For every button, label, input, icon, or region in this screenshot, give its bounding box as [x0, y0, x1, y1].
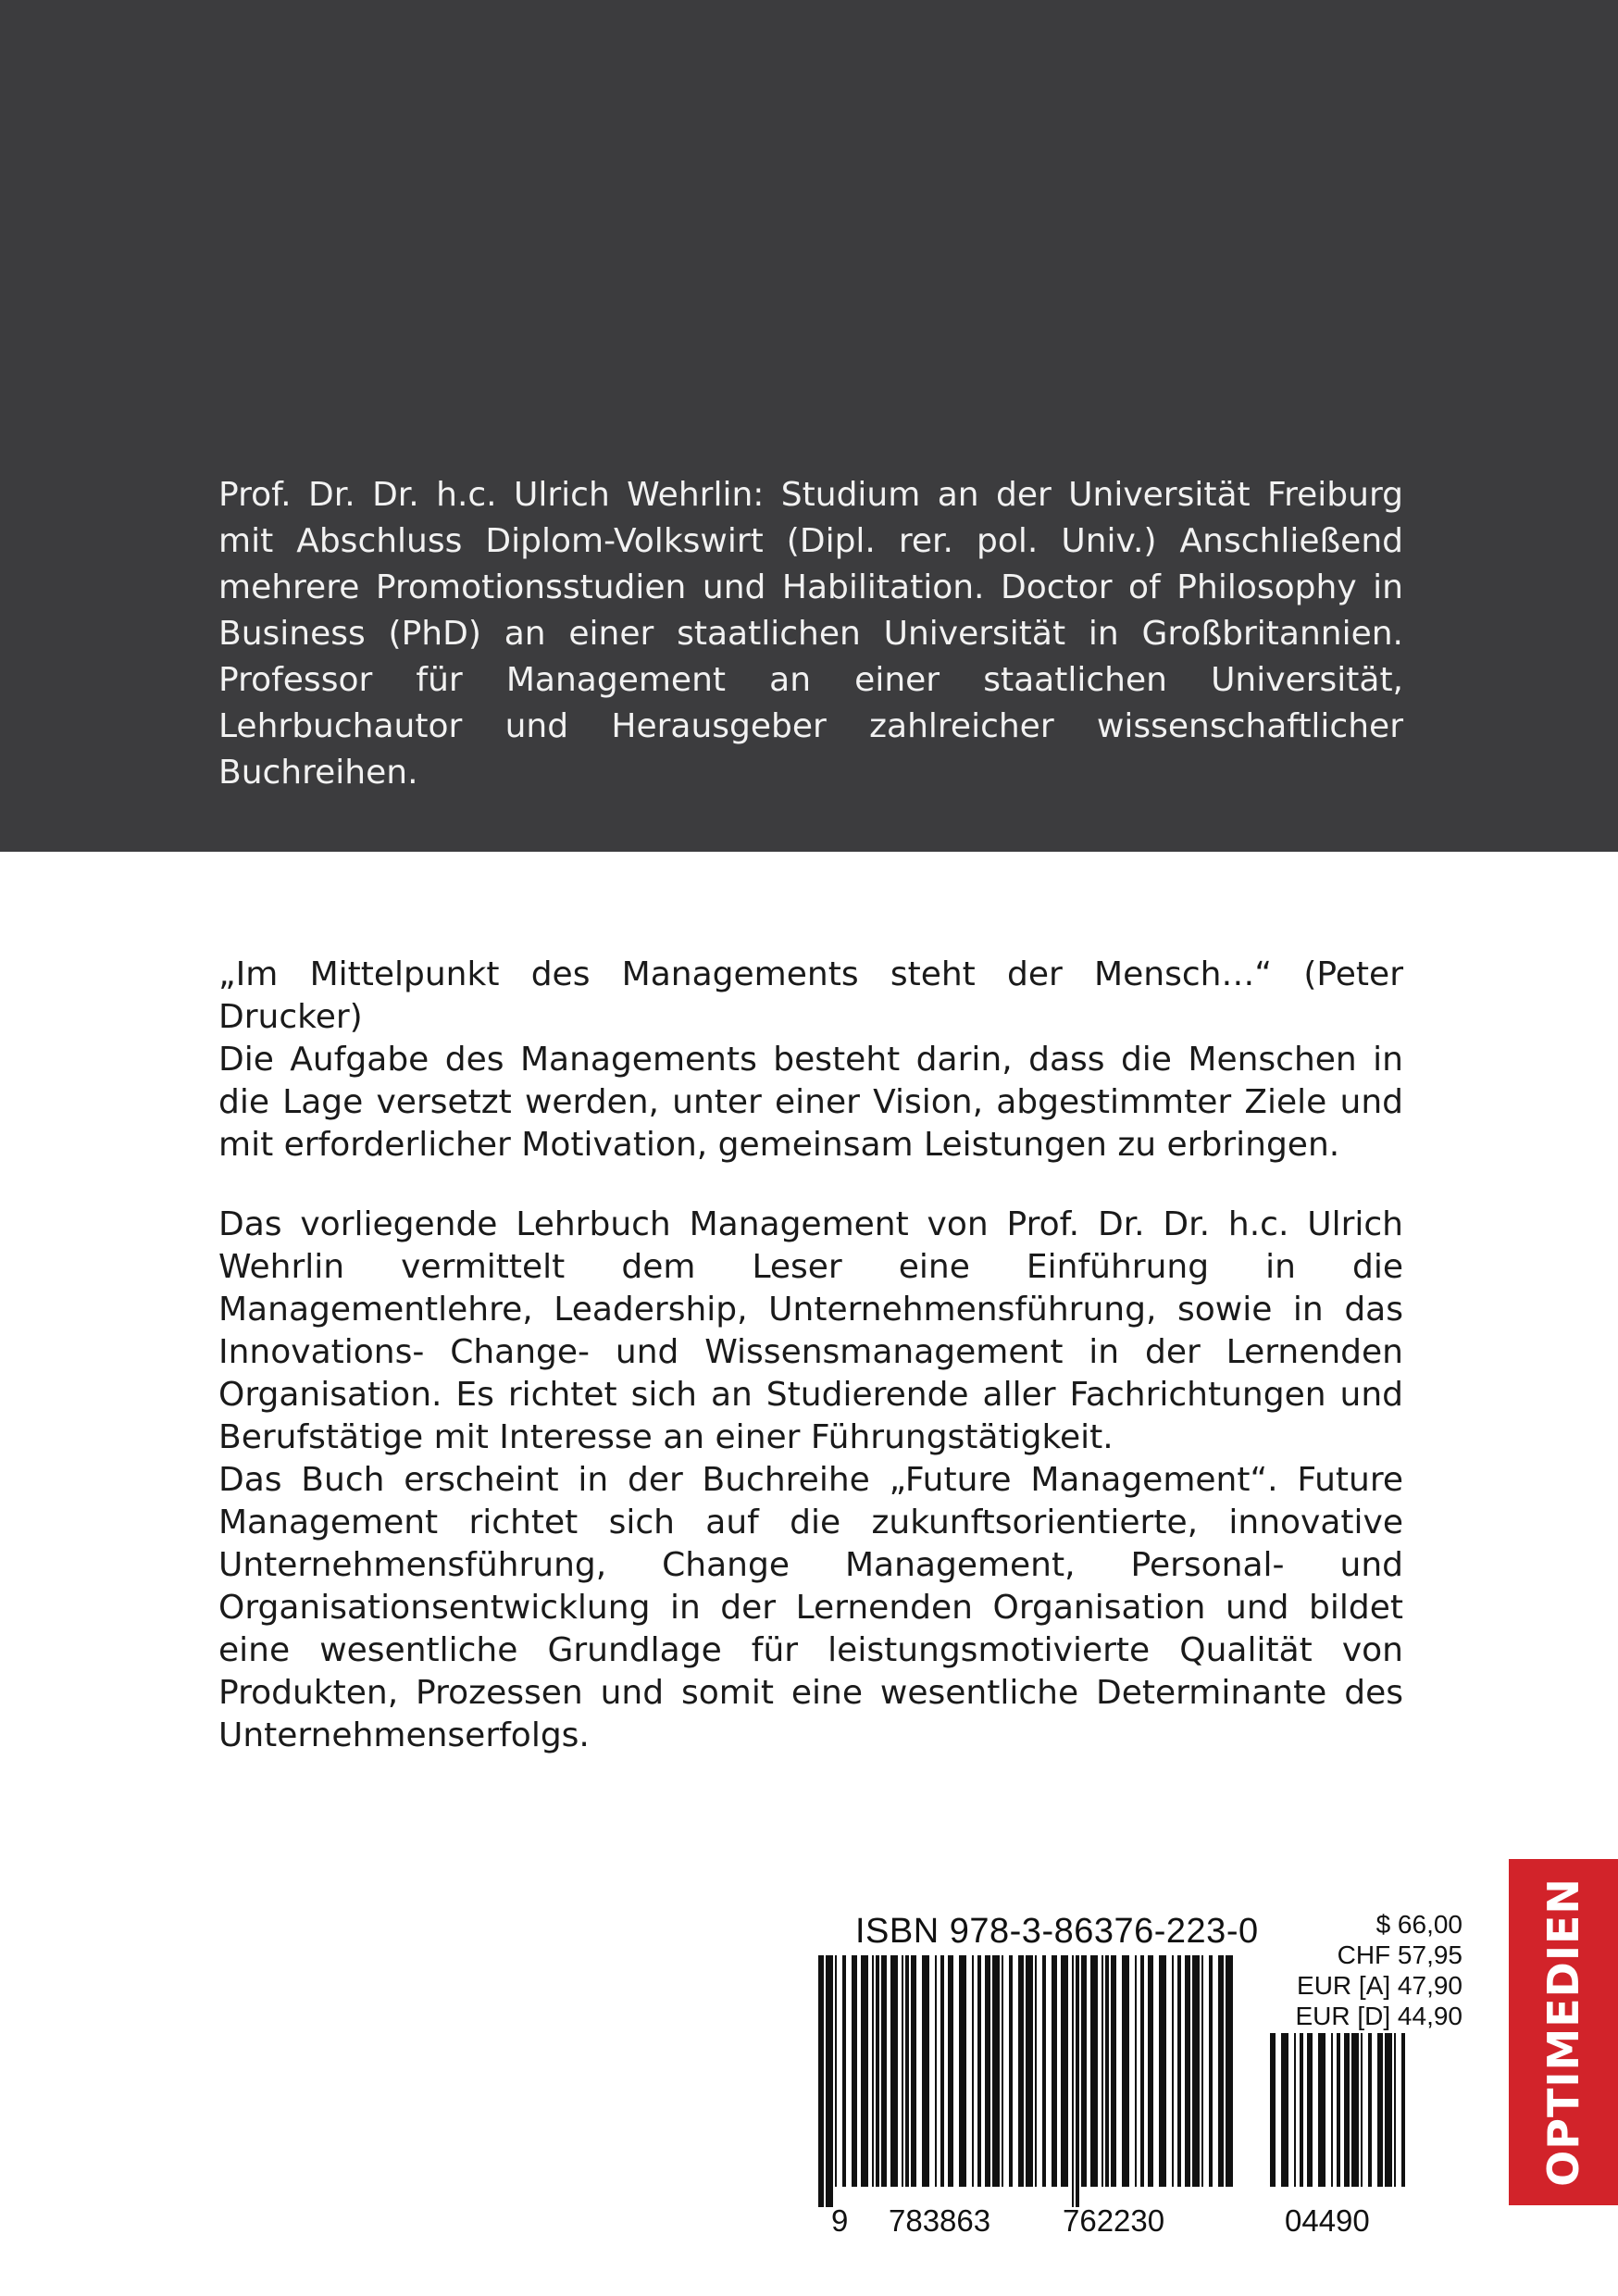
barcode-bar	[1122, 1955, 1129, 2187]
barcode-bar	[992, 1955, 1000, 2187]
barcode-bar	[1401, 2033, 1405, 2187]
barcode-bar	[1042, 1955, 1046, 2187]
barcode-bar	[1135, 1955, 1137, 2187]
barcode-bar	[1294, 2033, 1296, 2187]
barcode-bar	[1185, 1955, 1190, 2187]
barcode-bar	[881, 1955, 887, 2187]
barcode-bar	[905, 1955, 909, 2187]
blurb-paragraph-1: Die Aufgabe des Managements besteht darin, dass die Menschen in die Lage versetzt werden, unter einer Vision, abgestimmter Ziele und mit erforderlicher Motivation, gemeinsam Leistungen zu erbringen.	[218, 1041, 1403, 1164]
barcode-bar	[1368, 2033, 1372, 2187]
barcode-bar	[1090, 1955, 1098, 2187]
barcode-bar	[1218, 1955, 1224, 2187]
barcode-bar	[1385, 2033, 1392, 2187]
barcode-bar	[1300, 2033, 1303, 2187]
barcode-bar	[1226, 1955, 1233, 2187]
barcode-bar	[835, 1955, 837, 2187]
barcode-bar	[1337, 2033, 1340, 2187]
barcode-bar	[1361, 2033, 1363, 2187]
barcode-bar	[1148, 1955, 1153, 2187]
barcode-bar	[902, 1955, 903, 2187]
barcode-bar	[1052, 1955, 1057, 2187]
blurb-paragraph-2: Das vorliegende Lehrbuch Management von Prof. Dr. Dr. h.c. Ulrich Wehrlin vermittelt dem Leser eine Einführung in die Managementlehre, Leadership, Unternehmensführung, sowie in das Innovations- Change- und Wissensmanagement in der Lernenden Organisation. Es richtet sich an Studierende aller Fachrichtungen und Berufstätige mit Interesse an einer Führungstätigkeit.	[218, 1205, 1403, 1456]
price-list	[1295, 1909, 1462, 2031]
barcode-bar	[861, 1955, 868, 2187]
barcode-bar	[1172, 1955, 1174, 2187]
barcode-digits-right: 762230	[1063, 2203, 1165, 2238]
blurb-quote: „Im Mittelpunkt des Managements steht der Mensch…“ (Peter Drucker)	[218, 955, 1403, 1036]
barcode-bar	[940, 1955, 944, 2187]
barcode-bar	[977, 1955, 981, 2187]
back-cover-blurb	[218, 954, 1403, 1757]
barcode-bar	[842, 1955, 846, 2187]
barcode-bar	[818, 1955, 824, 2207]
barcode-bar	[935, 1955, 937, 2187]
barcode-bar	[890, 1955, 898, 2187]
barcode-bar	[826, 1955, 833, 2207]
barcode-bar	[1101, 1955, 1103, 2187]
addon-digits: 04490	[1285, 2203, 1370, 2238]
barcode-bar	[1018, 1955, 1024, 2187]
barcode-bar	[1281, 2033, 1288, 2187]
barcode-bar	[1159, 1955, 1166, 2187]
barcode-bar	[1026, 1955, 1033, 2187]
author-bio-band	[0, 0, 1618, 852]
barcode-bar	[1081, 1955, 1087, 2187]
barcode-bar	[1072, 1955, 1074, 2207]
publisher-tab	[1509, 1859, 1618, 2205]
barcode-bar	[1394, 2033, 1396, 2187]
barcode-bar	[1307, 2033, 1313, 2187]
barcode-bar	[1318, 2033, 1326, 2187]
barcode-bar	[972, 1955, 974, 2187]
barcode-bar	[1209, 1955, 1213, 2187]
barcode-bar	[1076, 1955, 1079, 2207]
barcode-bar	[1377, 2033, 1383, 2187]
price-chf: CHF 57,95	[1337, 1940, 1462, 1969]
isbn-barcode	[815, 1955, 1240, 2207]
price-usd: $ 66,00	[1375, 1910, 1462, 1939]
barcode-bar	[1201, 1955, 1203, 2187]
barcode-bar	[1009, 1955, 1013, 2187]
barcode-bar	[1344, 2033, 1350, 2187]
barcode-bar	[1270, 2033, 1276, 2187]
barcode-digit-first: 9	[831, 2203, 849, 2238]
barcode-bar	[959, 1955, 966, 2187]
barcode-bar	[985, 1955, 990, 2187]
barcode-digits-left: 783863	[889, 2203, 991, 2238]
barcode-bar	[1177, 1955, 1181, 2187]
barcode-bar	[1192, 1955, 1200, 2187]
barcode-bar	[1111, 1955, 1116, 2187]
barcode-bar	[911, 1955, 916, 2187]
barcode-bar	[1061, 1955, 1068, 2187]
publisher-name: OPTIMEDIEN	[1538, 1878, 1588, 2187]
barcode-bar	[1105, 1955, 1109, 2187]
author-bio: Prof. Dr. Dr. h.c. Ulrich Wehrlin: Studium an der Universität Freiburg mit Abschluss Diplom-Volkswirt (Dipl. rer. pol. Univ.) Anschließend mehrere Promotionsstudien und Habilitation. Doctor of Philosophy in Business (PhD) an einer staatlichen Universität in Großbritannien. Professor für Management an einer staatlichen Universität, Lehrbuchautor und Herausgeber zahlreicher wissenschaftlicher Buchreihen.	[218, 476, 1403, 792]
price-addon-barcode	[1266, 2033, 1411, 2207]
barcode-bar	[852, 1955, 857, 2187]
barcode-bar	[1331, 2033, 1333, 2187]
barcode-bar	[1035, 1955, 1037, 2187]
barcode-bar	[1351, 2033, 1359, 2187]
price-eur-d: EUR [D] 44,90	[1295, 2002, 1462, 2030]
barcode-bar	[1002, 1955, 1003, 2187]
barcode-bar	[1140, 1955, 1144, 2187]
blurb-paragraph-3: Das Buch erscheint in der Buchreihe „Future Management“. Future Management richtet sich auf die zukunftsorientierte, innovative Unternehmensführung, Change Management, Personal- und Organisationsentwicklung in der Lernenden Organisation und bildet eine wesentliche Grundlage für leistungsmotivierte Qualität von Produkten, Prozessen und somit eine wesentliche Determinante des Unternehmenserfolgs.	[218, 1461, 1403, 1754]
barcode-bar	[872, 1955, 874, 2187]
barcode-bar	[922, 1955, 929, 2187]
price-eur-a: EUR [A] 47,90	[1297, 1971, 1462, 2000]
barcode-bar	[876, 1955, 879, 2187]
isbn-label: ISBN 978-3-86376-223-0	[855, 1912, 1259, 1951]
barcode-bar	[948, 1955, 953, 2187]
